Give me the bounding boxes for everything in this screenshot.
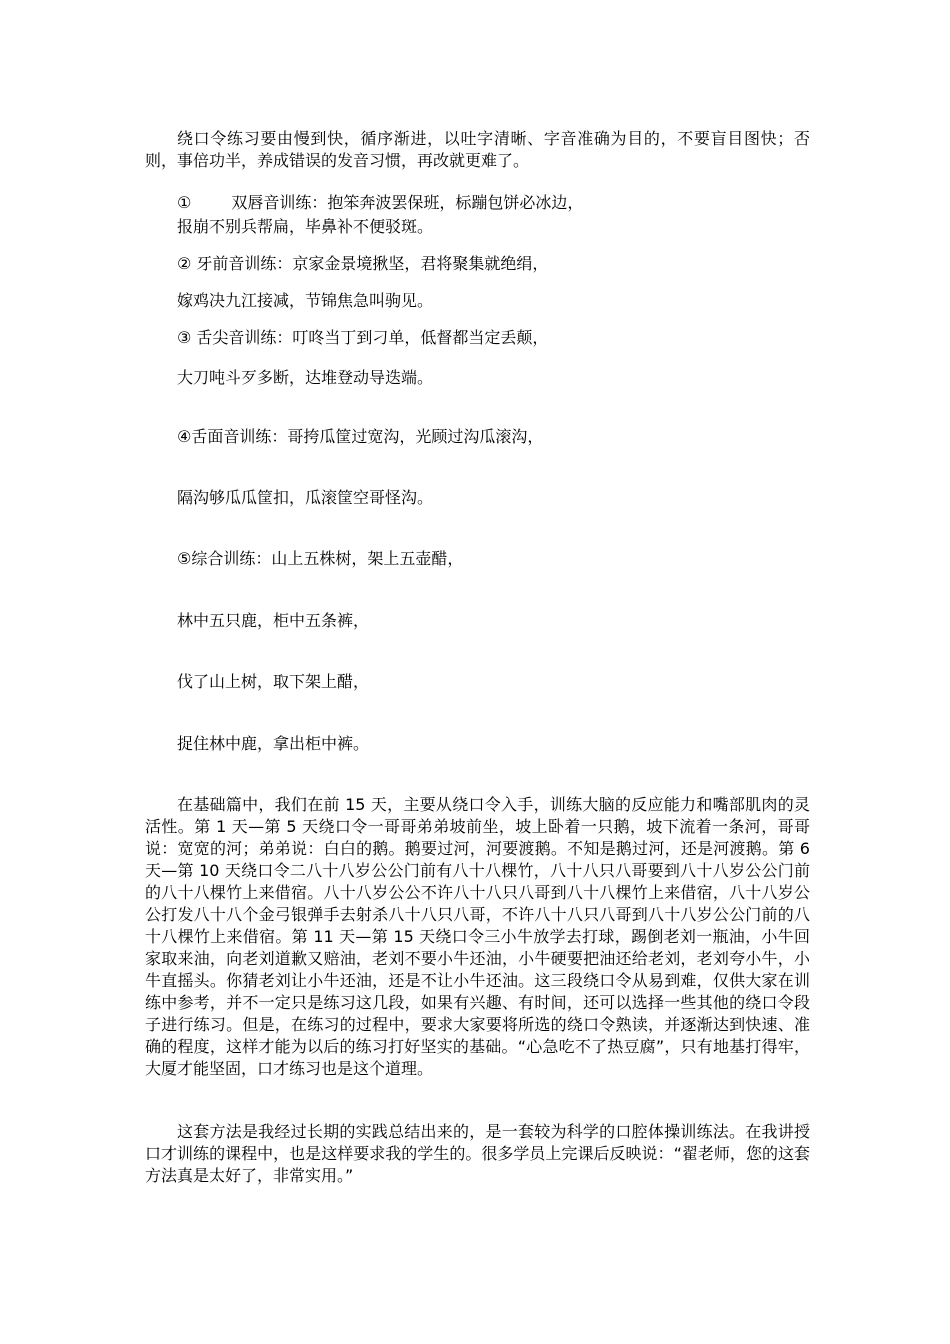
drill-4-line-2: 隔沟够瓜瓜筐扣，瓜滚筐空哥怪沟。 [177, 488, 434, 507]
drill-1-marker: ① [177, 193, 192, 212]
drill-1-text: 双唇音训练：抱笨奔波罢保班，标蹦包饼必冰边， [231, 193, 584, 212]
drill-2-line-1: ② 牙前音训练：京家金景境揪坚，君将聚集就绝绢， [177, 254, 549, 273]
intro-paragraph: 绕口令练习要由慢到快，循序渐进，以吐字清晰、字音准确为目的，不要盲目图快；否则，事倍功半，养成错误的发音习惯，再改就更难了。 [145, 129, 810, 170]
basics-paragraph: 在基础篇中，我们在前 15 天，主要从绕口令入手，训练大脑的反应能力和嘴部肌肉的灵活性。第 1 天—第 5 天绕口令一哥哥弟弟坡前坐，坡上卧着一只鹅，坡下流着一条河，哥哥说：宽宽的河；弟弟说：白白的鹅。鹅要过河，河要渡鹅。不知是鹅过河，还是河渡鹅。第 6 天—第 10 天绕口令二八十八岁公公门前有八十八棵竹，八十八只八哥要到八十八岁公公门前的八十八棵竹上来借宿。八十八岁公公不许八十八只八哥到八十八棵竹上来借宿，八十八岁公公打发八十八个金弓银弹手去射杀八十八只八哥，不许八十八只八哥到八十八岁公公门前的八十八棵竹上来借宿。第 11 天—第 15 天绕口令三小牛放学去打球，踢倒老刘一瓶油，小牛回家取来油，向老刘道歉又赔油，老刘不要小牛还油，小牛硬要把油还给老刘，老刘夸小牛，小牛直摇头。你猜老刘让小牛还油，还是不让小牛还油。这三段绕口令从易到难，仅供大家在训练中参考，并不一定只是练习这几段，如果有兴趣、有时间，还可以选择一些其他的绕口令段子进行练习。但是，在练习的过程中，要求大家要将所选的绕口令熟读，并逐渐达到快速、准确的程度，这样才能为以后的练习打好坚实的基础。“心急吃不了热豆腐”，只有地基打得牢，大厦才能坚固，口才练习也是这个道理。 [145, 795, 810, 1078]
closing-paragraph: 这套方法是我经过长期的实践总结出来的，是一套较为科学的口腔体操训练法。在我讲授口才训练的课程中，也是这样要求我的学生的。很多学员上完课后反映说：“翟老师，您的这套方法真是太好了，非常实用。” [145, 1122, 810, 1185]
drill-5-line-2: 林中五只鹿，柜中五条裤， [177, 611, 370, 630]
drill-3-line-2: 大刀吨斗歹多断，达堆登动导迭端。 [177, 368, 434, 387]
drill-1-line-1 [177, 192, 583, 214]
drill-4-line-1: ④舌面音训练：哥挎瓜筐过宽沟，光顾过沟瓜滚沟， [177, 427, 544, 446]
drill-5-line-1: ⑤综合训练：山上五株树，架上五壶醋， [177, 549, 464, 568]
drill-3-line-1: ③ 舌尖音训练：叮咚当丁到刁单，低督都当定丢颠， [177, 328, 549, 347]
drill-5-line-4: 捉住林中鹿，拿出柜中裤。 [177, 734, 370, 753]
drill-1-line-2: 报崩不别兵帮扁，毕鼻补不便驳斑。 [177, 217, 434, 236]
drill-2-line-2: 嫁鸡决九江接减，节锦焦急叫驹见。 [177, 291, 434, 310]
drill-5-line-3: 伐了山上树，取下架上醋， [177, 672, 370, 691]
